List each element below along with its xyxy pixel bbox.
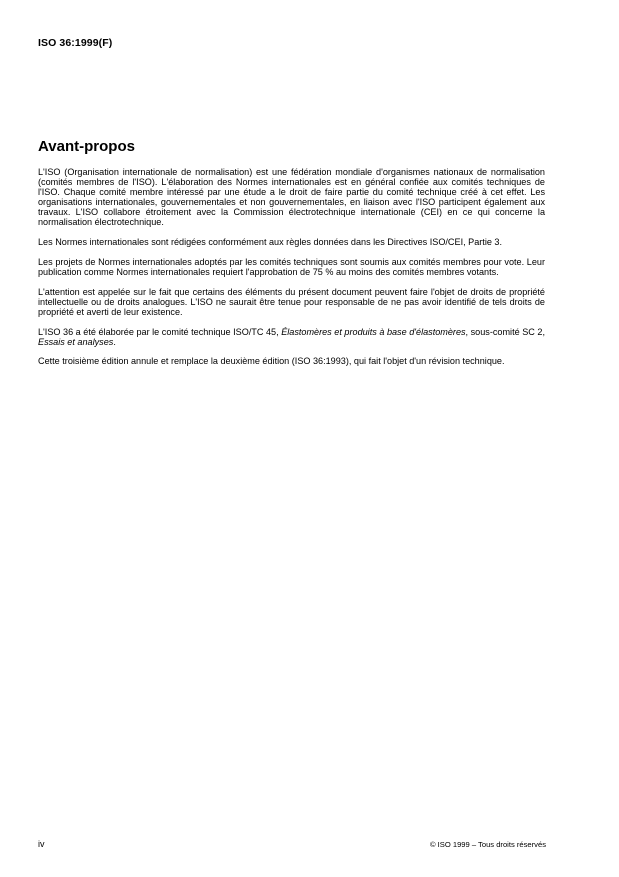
- paragraph-directives: Les Normes internationales sont rédigées conformément aux règles données dans les Directives ISO/CEI, Partie 3.: [38, 237, 503, 248]
- paragraph-edition: Cette troisième édition annule et remplace la deuxième édition (ISO 36:1993), qui fait l'objet d'un révision technique.: [38, 356, 505, 367]
- committee-title: Élastomères et produits à base d'élastomères: [281, 326, 466, 337]
- page-number: iv: [38, 839, 45, 849]
- paragraph-organisation: L'ISO (Organisation internationale de normalisation) est une fédération mondiale d'organismes nationaux de normalisation (comités membres de l'ISO). L'élaboration des Normes internationales est en général confiée aux comités techniques de l'ISO. Chaque comité membre intéressé par une étude a le droit de faire partie du comité technique créé à cet effet. Les organisations internationales, gouvernementales et non gouvernementales, en liaison avec l'ISO participent également aux travaux. L'ISO collabore étroitement avec la Commission électrotechnique internationale (CEI) en ce qui concerne la normalisation électrotechnique.: [38, 167, 545, 228]
- foreword-body: [38, 167, 545, 376]
- paragraph-committee: [38, 327, 545, 347]
- committee-text-end: .: [113, 336, 116, 347]
- document-id: ISO 36:1999(F): [38, 37, 113, 49]
- paragraph-voting: Les projets de Normes internationales adoptés par les comités techniques sont soumis aux comités membres pour vote. Leur publication comme Normes internationales requiert l'approbation de 75 % au moins des comités membres votants.: [38, 256, 545, 277]
- paragraph-patent-rights: L'attention est appelée sur le fait que certains des éléments du présent document peuvent faire l'objet de droits de propriété intellectuelle ou de droits analogues. L'ISO ne saurait être tenue pour responsable de ne pas avoir identifié de tels droits de propriété et averti de leur existence.: [38, 286, 545, 317]
- copyright-notice: © ISO 1999 – Tous droits réservés: [429, 840, 546, 849]
- committee-text-b: , sous-comité SC 2,: [465, 326, 545, 337]
- subcommittee-title: Essais et analyses: [38, 336, 114, 347]
- committee-text-a: L'ISO 36 a été élaborée par le comité technique ISO/TC 45,: [38, 326, 282, 337]
- section-title: Avant-propos: [38, 138, 135, 155]
